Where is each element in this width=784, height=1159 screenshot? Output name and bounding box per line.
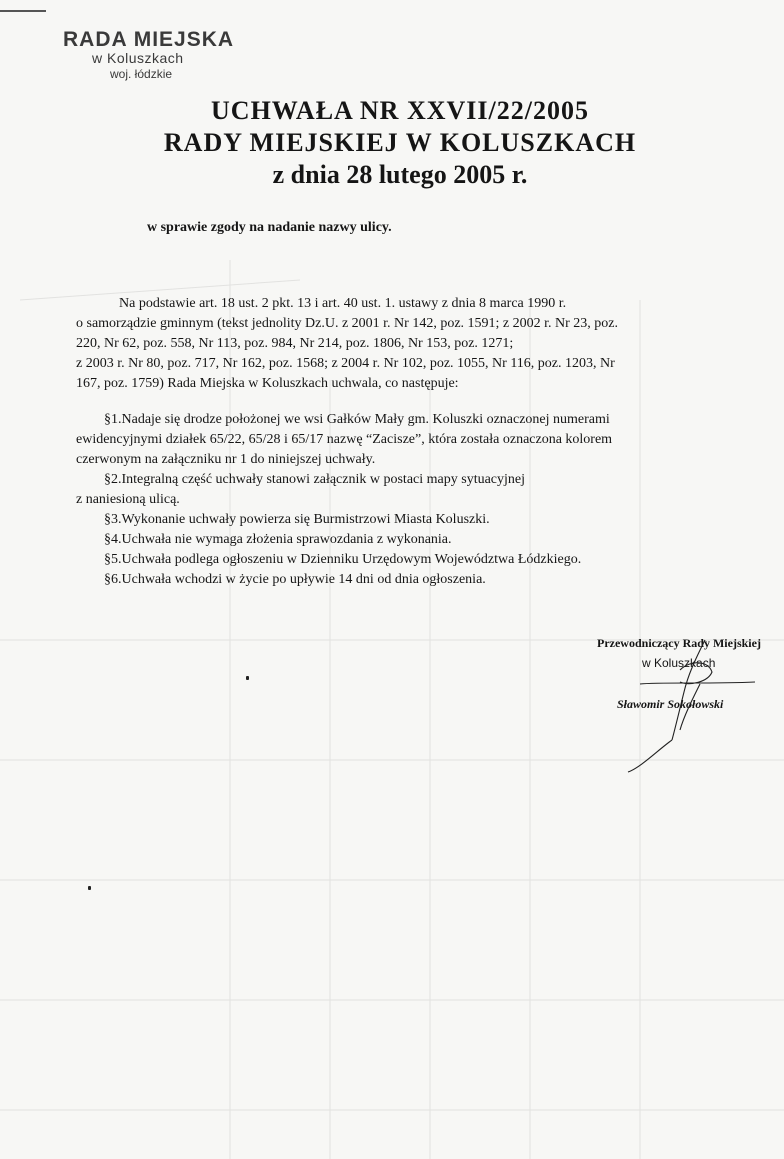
scan-speck xyxy=(88,886,91,890)
paragraph-line: z naniesioną ulicą. xyxy=(76,492,180,507)
handwritten-signature-icon xyxy=(580,600,780,790)
paragraph-line: §1.Nadaje się drodze położonej we wsi Gałków Mały gm. Koluszki oznaczonej numerami xyxy=(104,412,610,427)
paragraph-line: §2.Integralną część uchwały stanowi załącznik w postaci mapy sytuacyjnej xyxy=(104,472,526,487)
paragraph-line: czerwonym na załączniku nr 1 do niniejszej uchwały. xyxy=(76,452,376,467)
stamp-line-3: woj. łódzkie xyxy=(110,67,173,81)
signature-name: Sławomir Sokołowski xyxy=(617,697,724,711)
resolution-subject: w sprawie zgody na nadanie nazwy ulicy. xyxy=(147,220,392,235)
paragraph-line: §6.Uchwała wchodzi w życie po upływie 14 dni od dnia ogłoszenia. xyxy=(104,572,486,587)
signature-title: Przewodniczący Rady Miejskiej xyxy=(597,636,761,650)
stamp-line-1: RADA MIEJSKA xyxy=(63,28,235,51)
preamble-line: 220, Nr 62, poz. 558, Nr 113, poz. 984, Nr 214, poz. 1806, Nr 153, poz. 1271; xyxy=(76,336,514,351)
resolution-number: UCHWAŁA NR XXVII/22/2005 xyxy=(211,96,589,125)
signature-place: w Koluszkach xyxy=(642,656,716,670)
scan-speck xyxy=(246,676,249,680)
scan-edge-mark xyxy=(0,10,46,12)
paragraph-line: §3.Wykonanie uchwały powierza się Burmistrzowi Miasta Koluszki. xyxy=(104,512,490,527)
preamble-line: 167, poz. 1759) Rada Miejska w Koluszkach uchwala, co następuje: xyxy=(76,376,459,391)
preamble-line: Na podstawie art. 18 ust. 2 pkt. 13 i art. 40 ust. 1. ustawy z dnia 8 marca 1990 r. xyxy=(119,296,567,311)
paragraph-line: §5.Uchwała podlega ogłoszeniu w Dzienniku Urzędowym Województwa Łódzkiego. xyxy=(104,552,582,567)
stamp-line-2: w Koluszkach xyxy=(92,50,184,66)
paragraph-line: ewidencyjnymi działek 65/22, 65/28 i 65/17 nazwę “Zacisze”, która została oznaczona kolorem xyxy=(76,432,613,447)
paragraph-line: §4.Uchwała nie wymaga złożenia sprawozdania z wykonania. xyxy=(104,532,452,547)
council-name: RADY MIEJSKIEJ W KOLUSZKACH xyxy=(163,128,637,157)
resolution-date: z dnia 28 lutego 2005 r. xyxy=(272,160,528,189)
preamble-line: z 2003 r. Nr 80, poz. 717, Nr 162, poz. 1568; z 2004 r. Nr 102, poz. 1055, Nr 116, poz. 1203, Nr xyxy=(76,356,615,371)
preamble-line: o samorządzie gminnym (tekst jednolity Dz.U. z 2001 r. Nr 142, poz. 1591; z 2002 r. Nr 23, poz. xyxy=(76,316,619,331)
